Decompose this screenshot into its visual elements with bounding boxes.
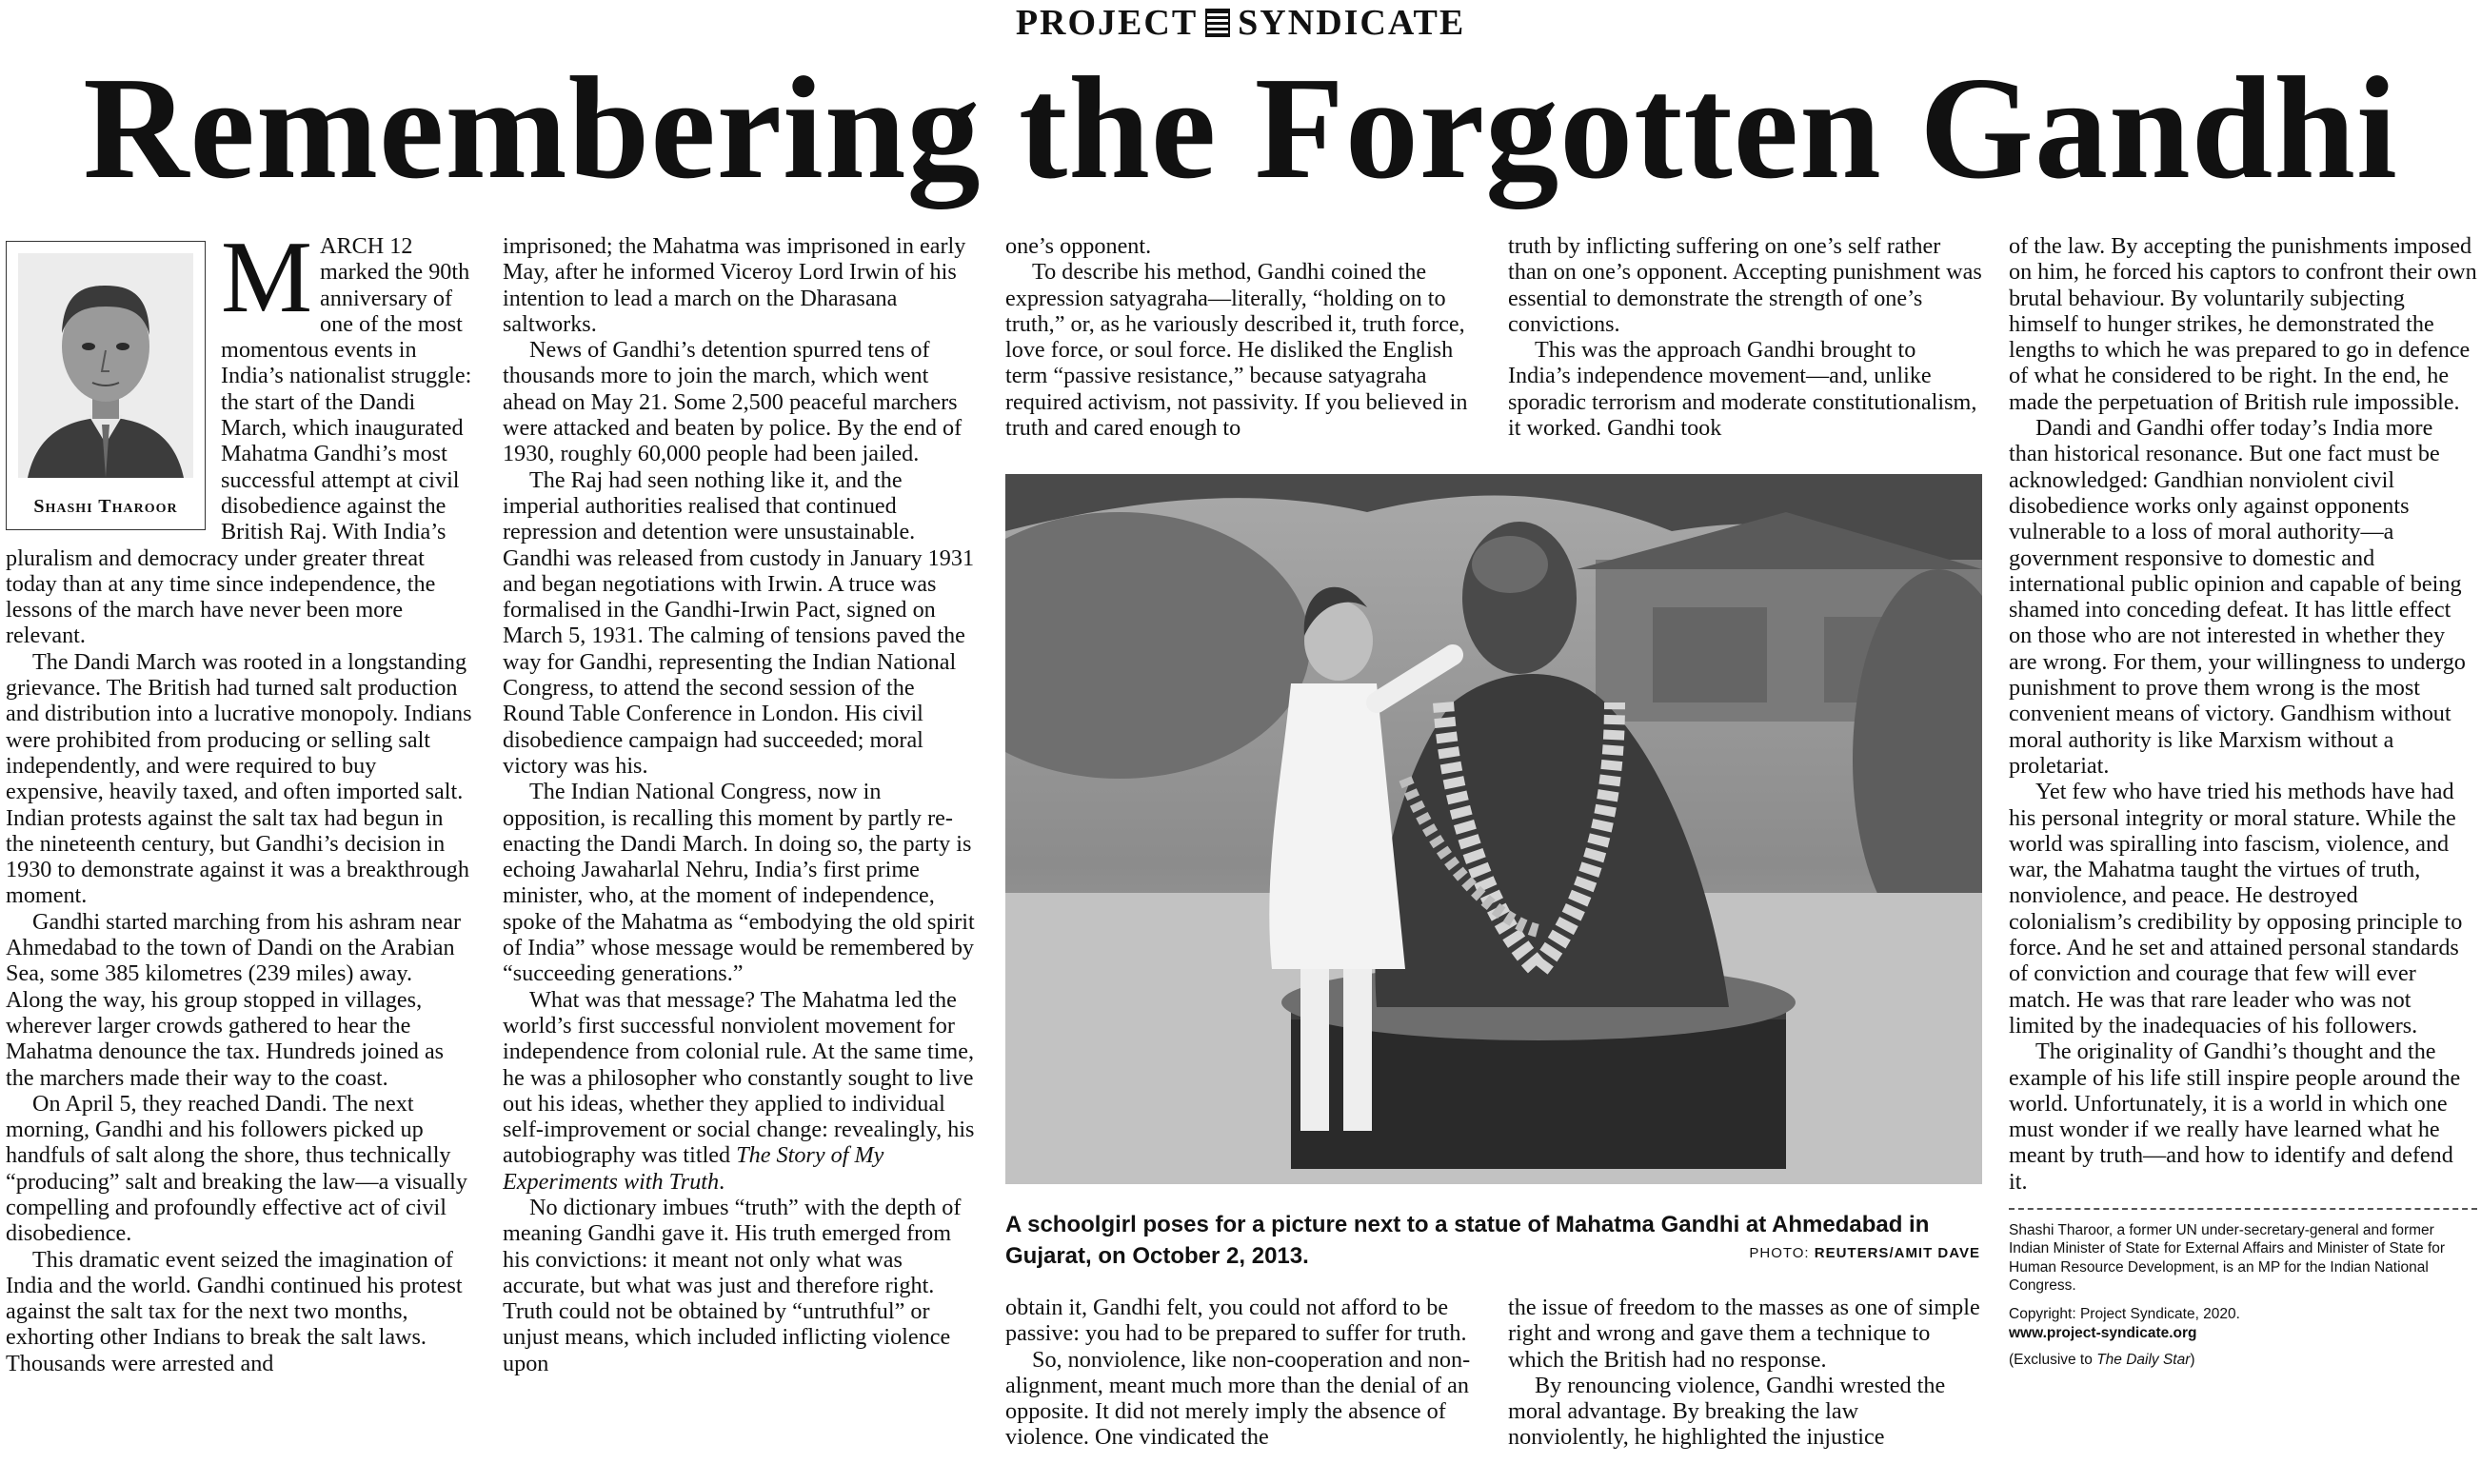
paragraph-22: Yet few who have tried his methods have had his personal integrity or moral stature. While the world was spiralling into fascism, violence, and war, the Mahatma taught the virtues of truth, nonviolence, and peace. He destroyed colonialism’s credibility by opposing principle to force. And he set and attained personal standards of conviction and courage that few will ever match. He was that rare leader who was not limited by the inadequacies of his followers. — [2009, 779, 2463, 1039]
author-box — [6, 241, 206, 530]
article-column-2 — [503, 233, 979, 1484]
source-link[interactable]: www.project-syndicate.org — [2009, 1324, 2197, 1341]
paragraph-4: On April 5, they reached Dandi. The next morning, Gandhi and his followers picked up handfuls of salt along the shore, thus technically “producing” salt and breaking the law—a visually compelling and profoundly effective act of civil disobedience. — [6, 1090, 467, 1247]
copyright: Copyright: Project Syndicate, 2020. — [2009, 1305, 2240, 1322]
exclusive-note: (Exclusive to The Daily Star) — [2009, 1351, 2195, 1368]
masthead-syndicate: SYNDICATE — [1238, 3, 1466, 43]
syndicate-logo-icon — [1205, 9, 1230, 37]
author-name: Shashi Tharoor — [33, 495, 178, 517]
paragraph-11: No dictionary imbues “truth” with the depth of meaning Gandhi gave it. His truth emerged from his convictions: it meant not only what was accurate, but what was just and therefore right. Truth could not be obtained by “untruthful” or unjust means, which included inflicting violence upon — [503, 1194, 962, 1376]
paragraph-16: obtain it, Gandhi felt, you could not afford to be passive: you had to be prepared to suffer for truth. — [1005, 1295, 1467, 1347]
paragraph-12: one’s opponent. — [1005, 233, 1152, 259]
masthead — [0, 2, 2481, 44]
photo-credit: PHOTO: REUTERS/AMIT DAVE — [1749, 1245, 1980, 1261]
paragraph-9: The Indian National Congress, now in opposition, is recalling this moment by partly re-enacting the Dandi March. In doing so, the party is echoing Jawaharlal Nehru, India’s first prime minister, who, at the moment of independence, spoke of the Mahatma as “embodying the old spirit of India” whose message would be remembered by “succeeding generations.” — [503, 779, 975, 987]
bio-divider — [2009, 1208, 2477, 1210]
article-column-4-top — [1508, 233, 1984, 452]
paragraph-21: Dandi and Gandhi offer today’s India more than historical resonance. But one fact must be acknowledged: Gandhian nonviolent civil disobedience works only against opponents vulnerable to a loss of moral authority—a government responsive to domestic and international public opinion and capable of being shamed into conceding defeat. It has little effect on those who are not interested in whether they are wrong. For them, your willingness to undergo punishment to prove them wrong is the most convenient means of victory. Gandhism without moral authority is like Marxism without a proletariat. — [2009, 415, 2466, 779]
paragraph-15: This was the approach Gandhi brought to India’s independence movement—and, unlike sporadic terrorism and moderate constitutionalism, it worked. Gandhi took — [1508, 337, 1977, 442]
paragraph-5: This dramatic event seized the imagination of India and the world. Gandhi continued his protest against the salt tax for the next two months, exhorting other Indians to break the salt laws. Thousands were arrested and — [6, 1246, 463, 1376]
masthead-project: PROJECT — [1015, 3, 1199, 43]
article-column-3-top — [1005, 233, 1481, 452]
headline: Remembering the Forgotten Gandhi — [83, 48, 2398, 209]
paragraph-14: truth by inflicting suffering on one’s self rather than on one’s opponent. Accepting punishment was essential to demonstrate the strength of one’s convictions. — [1508, 233, 1982, 337]
paragraph-13: To describe his method, Gandhi coined the expression satyagraha—literally, “holding on to truth,” or, as he variously described it, truth force, love force, or soul force. He disliked the English term “passive resistance,” because satyagraha required activism, not passivity. If you believed in truth and cared enough to — [1005, 259, 1468, 442]
paragraph-19: By renouncing violence, Gandhi wrested the moral advantage. By breaking the law nonviolently, he highlighted the injustice — [1508, 1372, 1946, 1451]
book-title: The Story of My Experiments with Truth — [503, 1142, 884, 1195]
paragraph-8: The Raj had seen nothing like it, and the imperial authorities realised that continued repression and detention were unsustainable. Gandhi was released from custody in January 1931 and began negotiations with Irwin. A truce was formalised in the Gandhi-Irwin Pact, signed on March 5, 1931. The calming of tensions paved the way for Gandhi, representing the Indian National Congress, to attend the second session of the Round Table Conference in London. His civil disobedience campaign had succeeded; moral victory was his. — [503, 466, 975, 779]
dropcap: M — [221, 233, 313, 334]
paragraph-18: the issue of freedom to the masses as one of simple right and wrong and gave them a technique to which the British had no response. — [1508, 1295, 1980, 1373]
author-portrait-icon — [18, 253, 193, 478]
paragraph-1: MARCH 12 marked the 90th anniversary of one of the most momentous events in India’s nationalist struggle: the start of the Dandi March, which inaugurated Mahatma Gandhi’s most successful attempt at civil disobedience against the British Raj. With India’s pluralism and democracy under greater threat today than at any time since independence, the lessons of the march have never been more relevant. — [6, 233, 472, 649]
paragraph-6: imprisoned; the Mahatma was imprisoned in early May, after he informed Viceroy Lord Irwin of his intention to lead a march on the Dharasana saltworks. — [503, 233, 966, 337]
article-column-1 — [6, 233, 474, 1484]
paragraph-17: So, nonviolence, like non-cooperation and non-alignment, meant much more than the denial of an opposite. It did not merely imply the absence of violence. One vindicated the — [1005, 1346, 1471, 1451]
paragraph-20: of the law. By accepting the punishments imposed on him, he forced his captors to confront their own brutal behaviour. By voluntarily subjecting himself to hunger strikes, he demonstrated the lengths to which he was prepared to go in defence of what he considered to be right. In the end, he made the perpetuation of British rule impossible. — [2009, 233, 2477, 415]
author-bio: Shashi Tharoor, a former UN under-secretary-general and former Indian Minister of State for External Affairs and Minister of State for Human Resource Development, is an MP for the Indian National Congress. — [2009, 1221, 2446, 1295]
article-column-3-bottom — [1005, 1295, 1481, 1484]
paragraph-23: The originality of Gandhi’s thought and the example of his life still inspire people around the world. Unfortunately, it is a world in which one must wonder if we really have learned what he meant by truth—and how to identify and defend it. — [2009, 1039, 2461, 1195]
paragraph-10: What was that message? The Mahatma led the world’s first successful nonviolent movement for independence from colonial rule. At the same time, he was a philosopher who constantly sought to live out his ideas, whether they applied to individual self-improvement or social change: revealingly, his autobiography was titled The Story of My Experiments with Truth. — [503, 986, 975, 1195]
gandhi-statue-photo-icon — [1005, 474, 1982, 1184]
paragraph-2: The Dandi March was rooted in a longstanding grievance. The British had turned salt production and distribution into a lucrative monopoly. Indians were prohibited from producing or selling salt independently, and were required to buy expensive, heavily taxed, and often imported salt. Indian protests against the salt tax had begun in the nineteenth century, but Gandhi’s decision in 1930 to demonstrate against it was a breakthrough moment. — [6, 648, 472, 909]
article-column-5 — [2009, 233, 2477, 1484]
article-column-4-bottom — [1508, 1295, 1984, 1484]
paragraph-7: News of Gandhi’s detention spurred tens of thousands more to join the march, which went ahead on May 21. Some 2,500 peaceful marchers were attacked and beaten by police. By the end of 1930, roughly 60,000 people had been jailed. — [503, 337, 963, 467]
paragraph-3: Gandhi started marching from his ashram near Ahmedabad to the town of Dandi on the Arabian Sea, some 385 kilometres (239 miles) away. Along the way, his group stopped in villages, wherever larger crowds gathered to hear the Mahatma denounce the tax. Hundreds joined as the marchers made their way to the coast. — [6, 908, 462, 1091]
photo-caption: A schoolgirl poses for a picture next to a statue of Mahatma Gandhi at Ahmedabad in Gujarat, on October 2, 2013. — [1005, 1212, 1930, 1269]
